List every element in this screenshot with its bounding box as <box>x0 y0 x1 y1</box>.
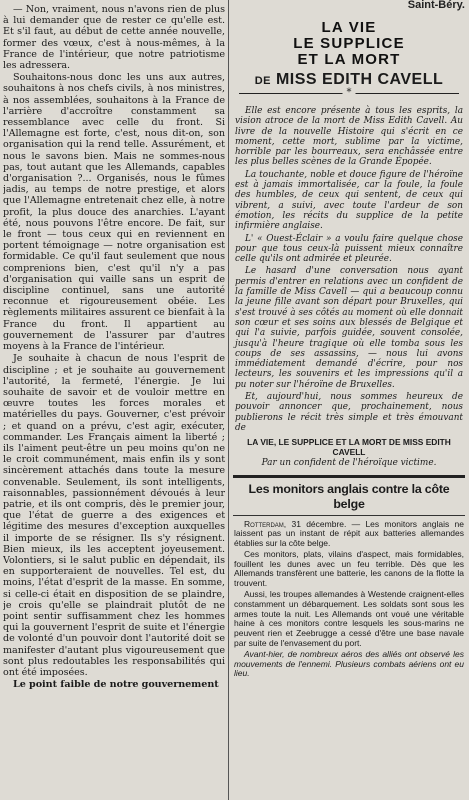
paragraph-text: 31 décembre. — Les monitors anglais ne laissent pas un instant de répit aux batteries allemandes établies sur la côte belge. <box>234 518 464 549</box>
column-divider <box>228 0 229 800</box>
title-line-2: LE SUPPLICE <box>293 35 405 52</box>
paragraph: Aussi, les troupes allemandes à Westende craignent-elles constamment un débarquement. Les soldats sont sous les armes toute la nuit. Les Allemands ont voué une véritable haine à ces monitors contre lesquels les sous-marins ne peuvent rien et Zeebrugge a cessé d'être une base navale par suite de l'envasement du port. <box>234 589 464 649</box>
paragraph: La touchante, noble et douce figure de l'héroïne est à jamais immortalisée, car la foule, la foule des humbles, de ceux qui sentent, de ceux qui vibrent, a suivi, avec toute l'ardeur de son émotion, les récits du supplice de la petite infirmière anglaise. <box>235 169 463 232</box>
paragraph <box>234 520 464 549</box>
cavell-announcement-title <box>233 20 465 90</box>
paragraph: Avant-hier, de nombreux aéros des alliés ont observé les mouvements de l'ennemi. Plusieurs combats aériens ont eu lieu. <box>234 648 464 679</box>
paragraph: Et, aujourd'hui, nous sommes heureux de pouvoir annoncer que, prochainement, nous publierons le récit très simple et très émouvant de <box>235 392 463 433</box>
title-name-text: MISS EDITH CAVELL <box>275 71 444 88</box>
article-headline: Les monitors anglais contre la côte belge <box>248 481 450 511</box>
paragraph: Elle est encore présente à tous les esprits, la vision atroce de la mort de Miss Edith Cavell. Au livre de la nouvelle Histoire qui s'écrit en ce moment, cette mort, sublime par la victime, horrible par les bourreaux, sera enchâssée entre les plus belles scènes de la Grande Épopée. <box>235 106 463 168</box>
monitors-article <box>233 520 465 680</box>
star-rule <box>239 87 459 102</box>
section-rule <box>233 475 465 478</box>
paragraph: Je souhaite à chacun de nous l'esprit de discipline ; et je souhaite au gouvernement l'autorité, la fermeté, l'énergie. Je lui souhaite de savoir et de vouloir mettre en œuvre toutes les forces morales et matérielles du pays. Gouverner, c'est prévoir ; et quand on a prévu, c'est agir, exécuter, commander. Les Français aiment la liberté ; ils l'aiment peut-être un peu moins qu'on ne le croit communément, mais enfin ils y sont sincèrement attachés dans toute la mesure convenable. Seulement, ils sont intelligents, raisonnables, passionnément dévoués à leur patrie, et ils ont compris, dès le premier jour, que l'état de guerre a des exigences et légitime des mesures d'exception auxquelles il importe de se résigner. Ils s'y résignent. Bien mieux, ils les acceptent joyeusement. Volontiers, si le salut public en dépendait, ils en supporteraient de nouvelles. Tel est, du moins, l'état d'esprit de la masse. En somme, si celle-ci était en disposition de se plaindre, je crois qu'elle se plaindrait plutôt de ne point sentir suffisamment chez les hommes qui la gouvernent l'esprit de suite et l'énergie de volonté d'un pouvoir dont l'autorité doit se manifester d'autant plus vigoureusement que sont plus redoutables les responsabilités qui ont été imposées. <box>3 353 225 678</box>
paragraph: L' « Ouest-Éclair » a voulu faire quelque chose pour que tous ceux-là puissent mieux connaître celle qu'ils ont admirée et pleurée. <box>235 233 463 265</box>
paragraph: Le hasard d'une conversation nous ayant permis d'entrer en relations avec un confident de la famille de Miss Cavell — qui a beaucoup connu la jeune fille avant son départ pour Bruxelles, qui s'est trouvé à ses côtés au moment où elle donnait son cœur et ses soins aux blessés de Belgique et qui l'a suivie, parfois guidée, souvent consolée, jusqu'à l'heure tragique où elle tomba sous les coups de ses assassins, — nous lui avons immédiatement demandé d'écrire, pour nos lecteurs, les souvenirs et les impressions qu'il a pu noter sur l'héroïne de Bruxelles. <box>235 266 463 390</box>
headline-rule <box>233 515 465 516</box>
title-line-3: ET LA MORT <box>297 51 401 68</box>
book-title: LA VIE, LE SUPPLICE ET LA MORT DE MISS EDITH CAVELL <box>247 437 451 458</box>
paragraph: Souhaitons-nous donc les uns aux autres, souhaitons à nos chefs civils, à nos ministres, à nos assemblées, souhaitons à la France de l'arrière d'accroître constamment sa ressemblance avec celle du front. Si l'Allemagne est forte, c'est, nous dit-on, son organisation qui la rend telle. Assurément, et nous le savons bien. Mais ne sommes-nous pas, tout autant que les Allemands, capables d'organisation ?... Organisés, nous le fûmes jadis, au temps de notre prestige, et alors que l'Allemagne entretenait chez elle, à notre profit, la plus douce des anarchies. L'ayant été, nous pouvons l'être encore. De fait, sur le front — tous ceux qui en reviennent en portent témoignage — notre organisation est formidable. Ce qu'il faut seulement que nous comprenions bien, c'est qu'il n'y a pas d'organisation qui vaille sans un esprit de discipline continuel, sans une autorité reconnue et rigoureusement obéie. Les règlements militaires assurent ce bienfait à la France du front. Il appartient au gouvernement de l'assurer par d'autres moyens à la France de l'intérieur. <box>3 72 225 353</box>
title-name-prefix: DE <box>254 75 271 87</box>
right-column <box>233 0 465 800</box>
editorial-column <box>3 4 225 796</box>
star-ornament: * <box>343 88 356 98</box>
paragraph: — Non, vraiment, nous n'avons rien de plus à lui demander que de rester ce qu'elle est. Et s'il faut, au début de cette année nouvelle, former des vœux, c'est à nous-mêmes, à la France de l'intérieur, que notre patriotisme les adressera. <box>3 4 225 72</box>
paragraph: Ces monitors, plats, vilains d'aspect, mais formidables, fouillent les dunes avec un feu terrible. Dès que les Allemands transfèrent une batterie, les canons de la flotte la trouvent. <box>234 548 464 589</box>
paragraph-final-line: Le point faible de notre gouvernement <box>13 679 219 691</box>
title-line-1: LA VIE <box>321 19 377 36</box>
header-fragment: Saint-Béry. <box>407 0 465 11</box>
dateline: Rotterdam, <box>244 518 287 529</box>
cavell-announcement-text <box>233 106 465 469</box>
byline: Par un confident de l'héroïque victime. <box>261 458 437 469</box>
